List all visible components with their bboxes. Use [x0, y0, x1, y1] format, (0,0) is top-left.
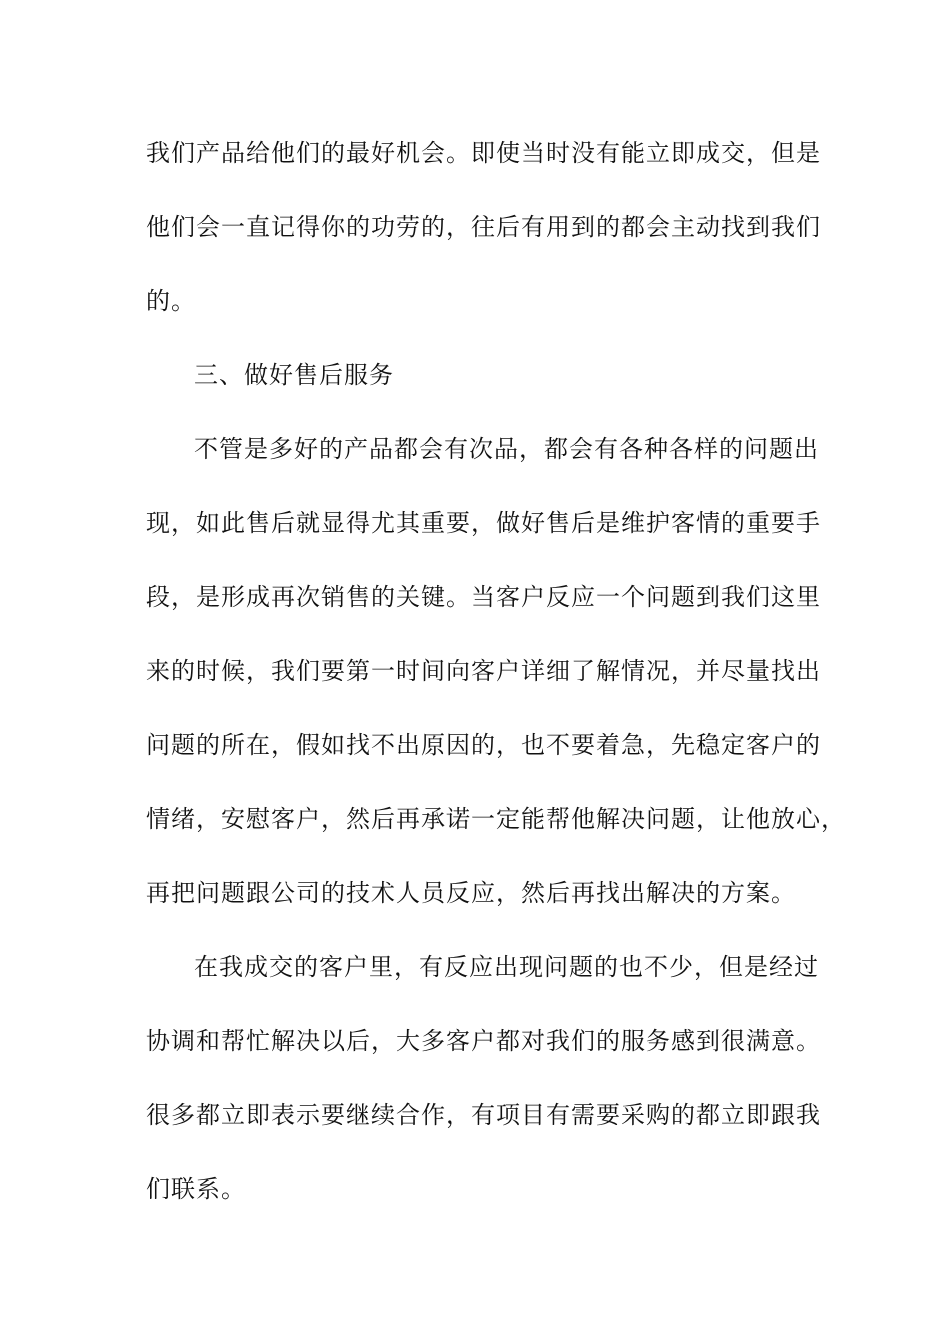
paragraph-line: 段，是形成再次销售的关键。当客户反应一个问题到我们这里: [146, 583, 821, 611]
paragraph-line: 来的时候，我们要第一时间向客户详细了解情况，并尽量找出: [146, 657, 821, 685]
paragraph-line: 他们会一直记得你的功劳的，往后有用到的都会主动找到我们: [146, 213, 821, 241]
paragraph-line: 现，如此售后就显得尤其重要，做好售后是维护客情的重要手: [146, 509, 821, 537]
paragraph-line: 问题的所在，假如找不出原因的，也不要着急，先稳定客户的: [146, 731, 821, 759]
paragraph-line: 协调和帮忙解决以后，大多客户都对我们的服务感到很满意。: [146, 1027, 821, 1055]
paragraph-line: 很多都立即表示要继续合作，有项目有需要采购的都立即跟我: [146, 1101, 821, 1129]
paragraph-line: 情绪，安慰客户，然后再承诺一定能帮他解决问题，让他放心，: [146, 805, 846, 833]
paragraph-line: 再把问题跟公司的技术人员反应，然后再找出解决的方案。: [146, 879, 796, 907]
paragraph-line: 在我成交的客户里，有反应出现问题的也不少，但是经过: [194, 953, 819, 981]
paragraph-line: 不管是多好的产品都会有次品，都会有各种各样的问题出: [194, 435, 819, 463]
paragraph-line: 们联系。: [146, 1175, 246, 1203]
paragraph-line: 我们产品给他们的最好机会。即使当时没有能立即成交，但是: [146, 139, 821, 167]
document-page: [146, 128, 846, 1238]
section-heading: 三、做好售后服务: [194, 361, 394, 389]
paragraph-line: 的。: [146, 287, 196, 315]
